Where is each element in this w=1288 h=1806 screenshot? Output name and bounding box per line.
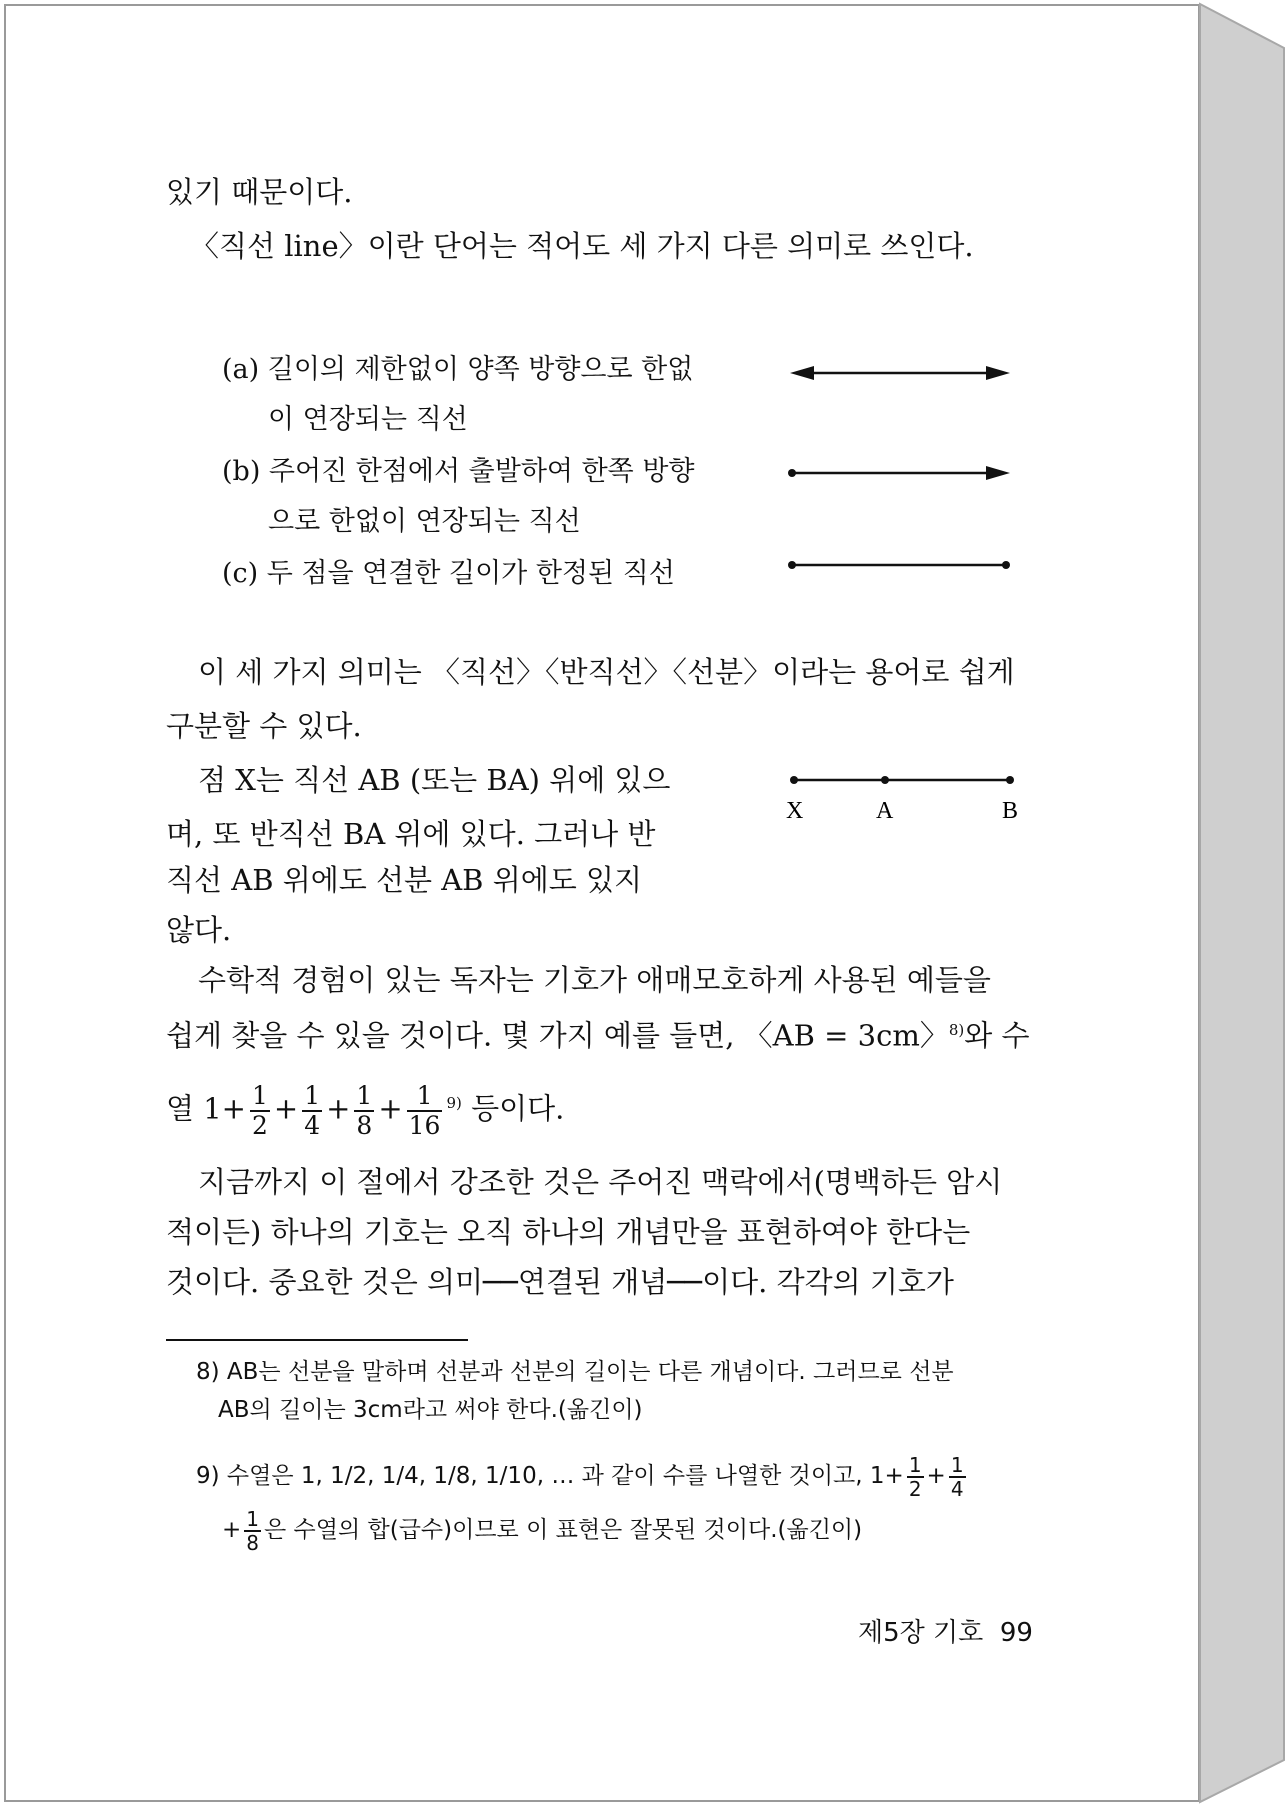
ray-figure <box>788 466 1010 480</box>
para4-line3-head: 열 1+ <box>166 1091 246 1126</box>
book-spine <box>1200 4 1284 1802</box>
footnote-fraction-1-2: $\frac{1}{2}$ <box>908 1452 922 1501</box>
fraction-1-16: $\frac{1}{16}$ <box>408 1080 441 1140</box>
item-c-line1: (c) 두 점을 연결한 길이가 한정된 직선 <box>222 558 675 589</box>
item-b-line2: 으로 한없이 연장되는 직선 <box>268 506 581 537</box>
para4-line2-tail: 와 수 <box>964 1018 1030 1053</box>
para4-line2-text: 쉽게 찾을 수 있을 것이다. 몇 가지 예를 들면, 〈AB = 3cm〉 <box>166 1018 949 1053</box>
page-number: 99 <box>999 1618 1033 1648</box>
body-para2-line1: 이 세 가지 의미는 〈직선〉〈반직선〉〈선분〉이라는 용어로 쉽게 <box>198 655 1015 689</box>
points-xab-figure <box>780 768 1020 838</box>
body-para3-line1: 점 X는 직선 AB (또는 BA) 위에 있으 <box>198 763 671 797</box>
double-arrow-line-figure <box>790 366 1010 380</box>
footnote-separator <box>166 1339 468 1341</box>
footnote-fraction-1-4: $\frac{1}{4}$ <box>950 1452 964 1501</box>
item-a-line2: 이 연장되는 직선 <box>268 404 468 435</box>
line-diagram <box>780 355 1020 585</box>
body-para5-line3: 것이다. 중요한 것은 의미──연결된 개념──이다. 각각의 기호가 <box>166 1265 954 1299</box>
fraction-1-8: $\frac{1}{8}$ <box>356 1080 373 1140</box>
footnote-9-line1: 9) 수열은 1, 1/2, 1/4, 1/8, 1/10, … 과 같이 수를 나열한 것이고, 1+ $\frac{1}{2}$ + $\frac{1}{4}$ <box>196 1452 964 1501</box>
footnote-ref-9[interactable]: 9) <box>446 1094 462 1112</box>
chapter-title: 제5장 기호 <box>858 1618 984 1648</box>
footnote-8-line2: AB의 길이는 3cm라고 써야 한다.(옮긴이) <box>218 1397 643 1423</box>
footnote-9-line2: + $\frac{1}{8}$ 은 수열의 합(급수)이므로 이 표현은 잘못된 것이다.(옮긴이) <box>222 1506 863 1555</box>
body-line-2: 〈직선 line〉이란 단어는 적어도 세 가지 다른 의미로 쓰인다. <box>190 229 974 263</box>
page-footer <box>858 1612 1033 1649</box>
label-x: X <box>786 798 804 824</box>
fraction-1-2: $\frac{1}{2}$ <box>251 1080 268 1140</box>
label-a: A <box>876 798 894 824</box>
footnote-8-line1: 8) AB는 선분을 말하며 선분과 선분의 길이는 다른 개념이다. 그러므로 선분 <box>196 1359 954 1385</box>
body-para3-line3: 직선 AB 위에도 선분 AB 위에도 있지 <box>166 863 642 897</box>
point-x <box>790 776 798 784</box>
body-para3-line2: 며, 또 반직선 BA 위에 있다. 그러나 반 <box>166 817 656 851</box>
label-b: B <box>1002 798 1019 824</box>
item-b-line1: (b) 주어진 한점에서 출발하여 한쪽 방향 <box>222 456 695 487</box>
body-para4-line2 <box>166 1010 1029 1056</box>
footnote-fraction-1-8: $\frac{1}{8}$ <box>246 1506 260 1555</box>
point-a <box>881 776 889 784</box>
point-b <box>1006 776 1014 784</box>
body-para5-line2: 적이든) 하나의 기호는 오직 하나의 개념만을 표현하여야 한다는 <box>166 1215 971 1249</box>
body-para5-line1: 지금까지 이 절에서 강조한 것은 주어진 맥락에서(명백하든 암시 <box>198 1165 1003 1199</box>
fraction-1-4: $\frac{1}{4}$ <box>304 1080 321 1140</box>
body-line-1: 있기 때문이다. <box>166 175 353 209</box>
segment-figure <box>788 561 1010 569</box>
para4-line3-tail: 등이다. <box>471 1091 565 1126</box>
item-a-line1: (a) 길이의 제한없이 양쪽 방향으로 한없 <box>222 354 694 385</box>
body-para4-line3: 열 1+ $\frac{1}{2}$ + $\frac{1}{4}$ + $\frac{1}{8}$ + $\frac{1}{16}$ $^{9)}$ 등이다. <box>166 1080 565 1140</box>
body-para4-line1: 수학적 경험이 있는 독자는 기호가 애매모호하게 사용된 예들을 <box>198 963 991 997</box>
footnote-ref-8[interactable]: 8) <box>948 1021 965 1039</box>
body-para2-line2: 구분할 수 있다. <box>166 709 362 743</box>
body-para3-line4: 않다. <box>166 913 232 947</box>
